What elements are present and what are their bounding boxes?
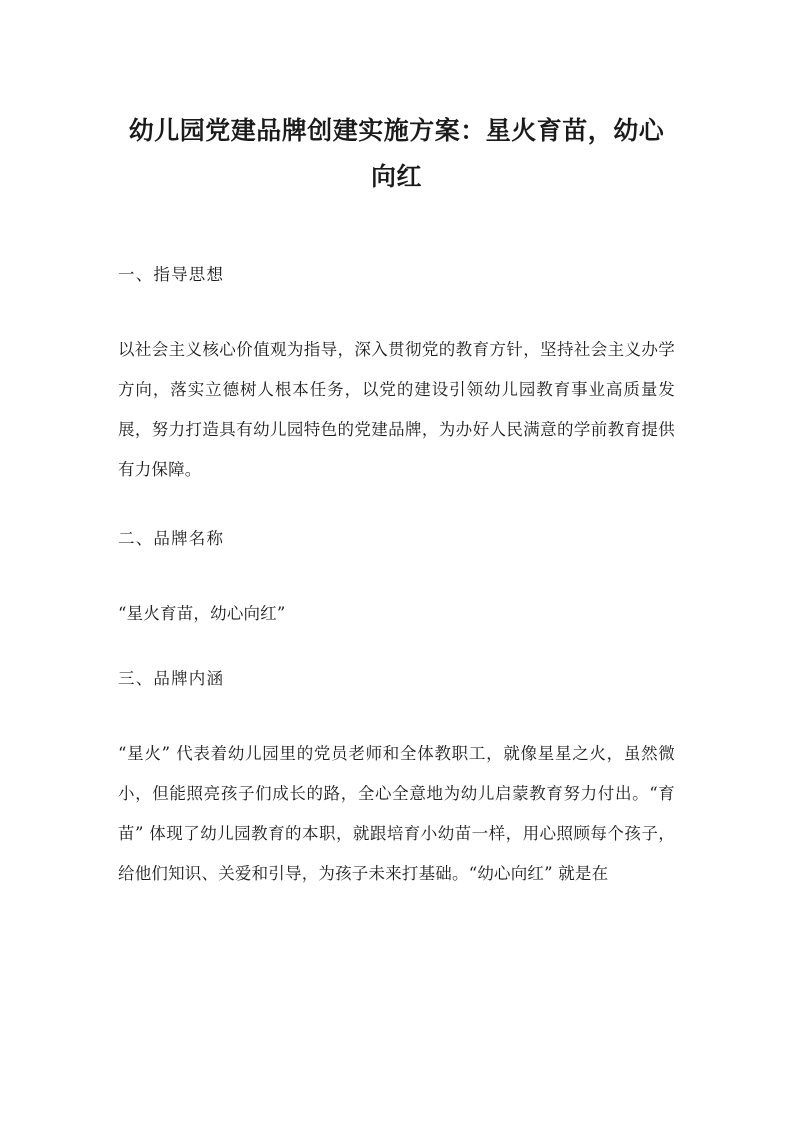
block-gap (118, 554, 675, 594)
paragraph-guiding-ideology: 以社会主义核心价值观为指导，深入贯彻党的教育方针，坚持社会主义办学方向，落实立德树人根本任务，以党的建设引领幼儿园教育事业高质量发展，努力打造具有幼儿园特色的党建品牌，为办好人民满意的学前教育提供有力保障。 (118, 340, 675, 479)
section-heading-guiding-ideology: 一、指导思想 (118, 265, 225, 284)
block-gap (118, 634, 675, 664)
block-gap (118, 490, 675, 524)
section-heading-brand-name: 二、品牌名称 (118, 529, 225, 548)
block-gap (118, 694, 675, 734)
paragraph-brand-meaning: “星火” 代表着幼儿园里的党员老师和全体教职工，就像星星之火，虽然微小，但能照亮孩子们成长的路，全心全意地为幼儿启蒙教育努力付出。“育苗” 体现了幼儿园教育的本职，就跟培育小幼苗一样，用心照顾每个孩子，给他们知识、关爱和引导，为孩子未来打基础。“幼心向红” 就是在 (118, 744, 675, 883)
title-spacer (118, 200, 675, 260)
paragraph-brand-name: “星火育苗，幼心向红” (118, 604, 286, 623)
block-gap (118, 290, 675, 330)
page-title: 幼儿园党建品牌创建实施方案：星火育苗，幼心向红 (128, 116, 665, 191)
section-heading-brand-meaning: 三、品牌内涵 (118, 669, 225, 688)
